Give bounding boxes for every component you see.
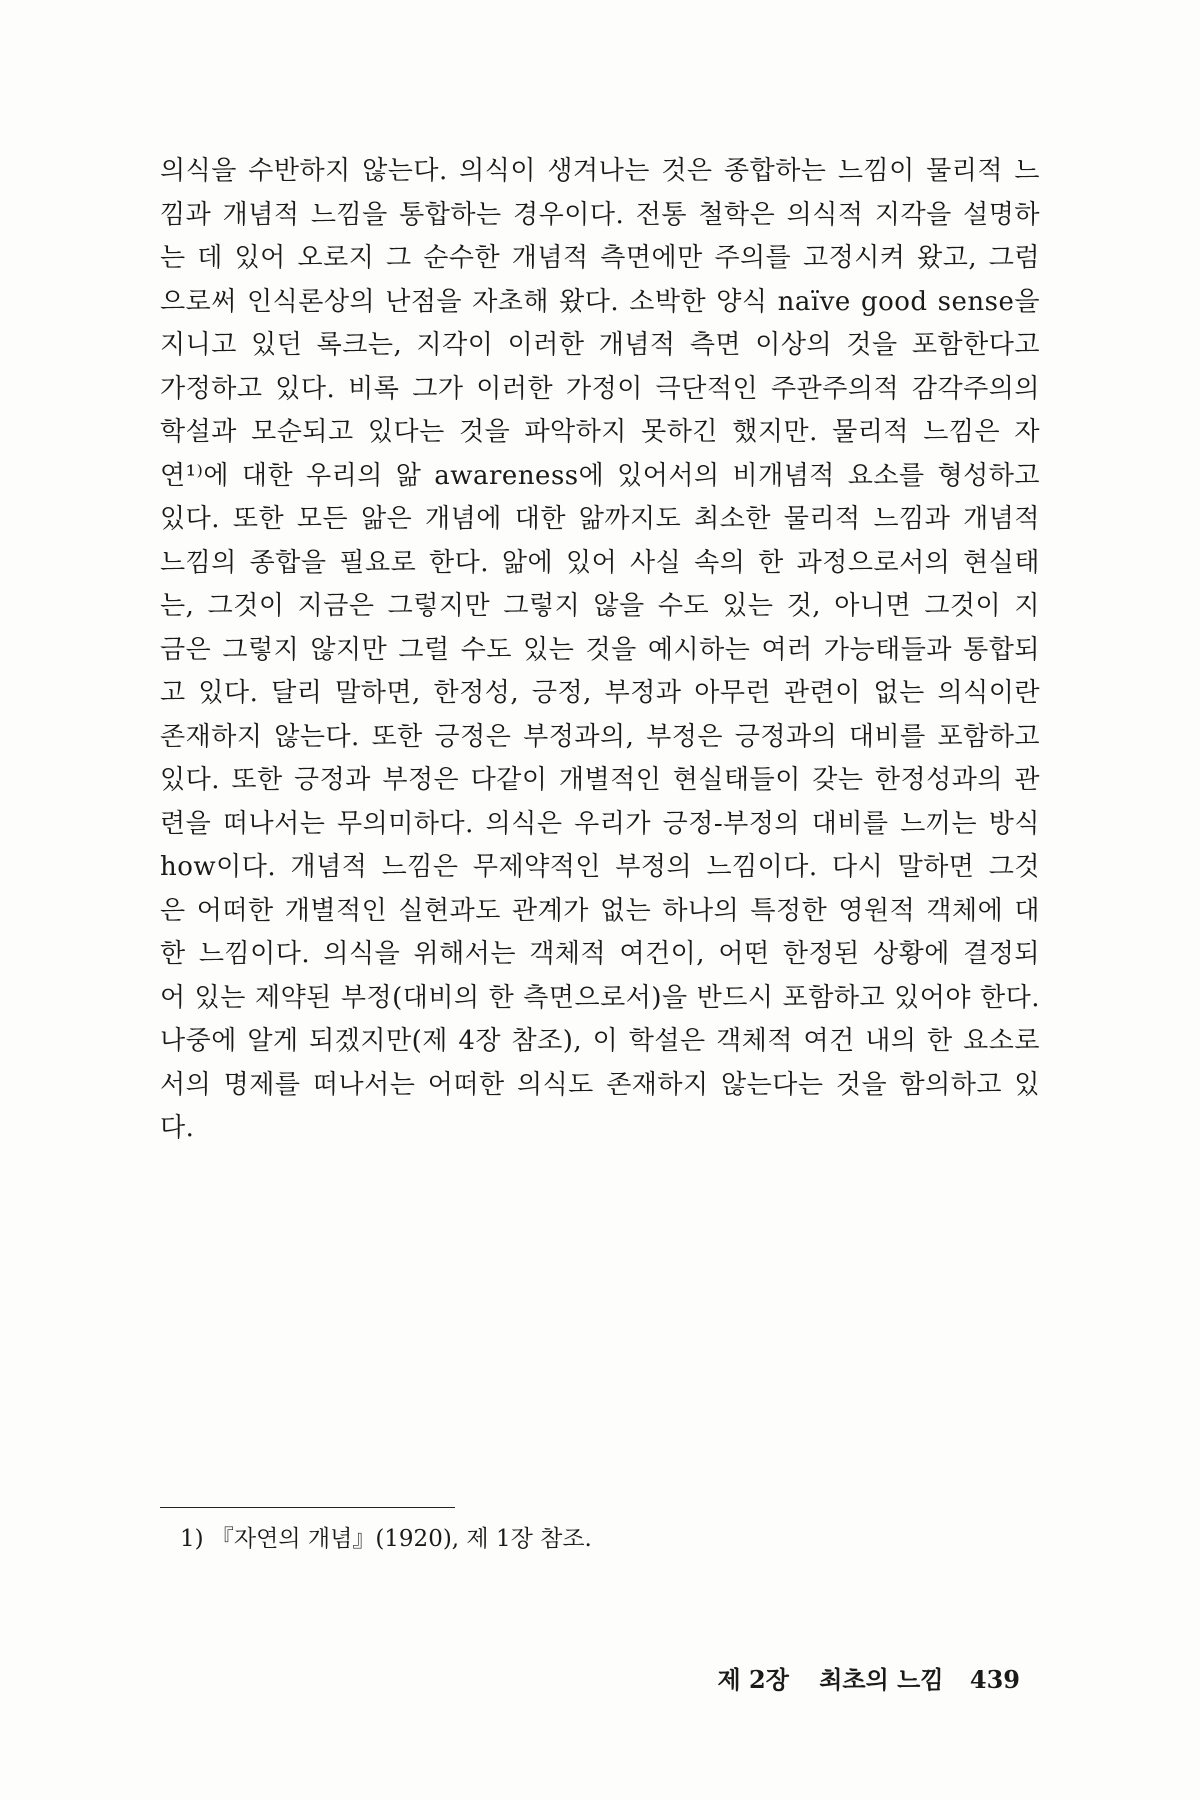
footer-chapter: 제 2장 xyxy=(717,1665,789,1694)
body-line: 다. xyxy=(160,1113,195,1143)
body-line: 나중에 알게 되겠지만(제 4장 참조), 이 학설은 객체적 여건 내의 한 요소로 xyxy=(160,1026,1040,1056)
body-line: 가정하고 있다. 비록 그가 이러한 가정이 극단적인 주관주의적 감각주의의 xyxy=(160,373,1040,404)
body-text xyxy=(160,150,1040,1151)
body-line: 낌과 개념적 느낌을 통합하는 경우이다. 전통 철학은 의식적 지각을 설명하 xyxy=(160,199,1040,230)
page-number: 439 xyxy=(969,1665,1020,1694)
body-line: how이다. 개념적 느낌은 무제약적인 부정의 느낌이다. 다시 말하면 그것 xyxy=(160,852,1040,882)
body-line: 금은 그렇지 않지만 그럴 수도 있는 것을 예시하는 여러 가능태들과 통합되 xyxy=(160,634,1040,665)
body-line: 연¹⁾에 대한 우리의 앎 awareness에 있어서의 비개념적 요소를 형성하고 xyxy=(160,460,1040,491)
body-line: 은 어떠한 개별적인 실현과도 관계가 없는 하나의 특정한 영원적 객체에 대 xyxy=(160,895,1040,926)
body-line: 있다. 또한 모든 앎은 개념에 대한 앎까지도 최소한 물리적 느낌과 개념적 xyxy=(160,504,1040,534)
body-line: 어 있는 제약된 부정(대비의 한 측면으로서)을 반드시 포함하고 있어야 한다. xyxy=(160,982,1040,1013)
body-line: 존재하지 않는다. 또한 긍정은 부정과의, 부정은 긍정과의 대비를 포함하고 xyxy=(160,721,1040,752)
footer-title: 최초의 느낌 xyxy=(819,1665,944,1694)
body-line: 한 느낌이다. 의식을 위해서는 객체적 여건이, 어떤 한정된 상황에 결정되 xyxy=(160,939,1040,969)
footnote: 1) 『자연의 개념』(1920), 제 1장 참조. xyxy=(180,1526,592,1552)
body-line: 고 있다. 달리 말하면, 한정성, 긍정, 부정과 아무런 관련이 없는 의식이란 xyxy=(160,678,1040,708)
footnote-rule xyxy=(160,1507,455,1508)
body-line: 으로써 인식론상의 난점을 자초해 왔다. 소박한 양식 naïve good sense을 xyxy=(160,286,1040,317)
running-footer xyxy=(717,1665,1020,1695)
body-line: 학설과 모순되고 있다는 것을 파악하지 못하긴 했지만. 물리적 느낌은 자 xyxy=(160,417,1040,447)
body-line: 는 데 있어 오로지 그 순수한 개념적 측면에만 주의를 고정시켜 왔고, 그럼 xyxy=(160,243,1040,273)
body-line: 서의 명제를 떠나서는 어떠한 의식도 존재하지 않는다는 것을 함의하고 있 xyxy=(160,1069,1040,1100)
body-line: 지니고 있던 록크는, 지각이 이러한 개념적 측면 이상의 것을 포함한다고 xyxy=(160,330,1040,360)
body-line: 느낌의 종합을 필요로 한다. 앎에 있어 사실 속의 한 과정으로서의 현실태 xyxy=(160,547,1040,578)
body-line: 련을 떠나서는 무의미하다. 의식은 우리가 긍정-부정의 대비를 느끼는 방식 xyxy=(160,808,1040,839)
body-line: 있다. 또한 긍정과 부정은 다같이 개별적인 현실태들이 갖는 한정성과의 관 xyxy=(160,765,1040,795)
body-line: 의식을 수반하지 않는다. 의식이 생겨나는 것은 종합하는 느낌이 물리적 느 xyxy=(160,156,1040,186)
body-line: 는, 그것이 지금은 그렇지만 그렇지 않을 수도 있는 것, 아니면 그것이 지 xyxy=(160,591,1040,621)
